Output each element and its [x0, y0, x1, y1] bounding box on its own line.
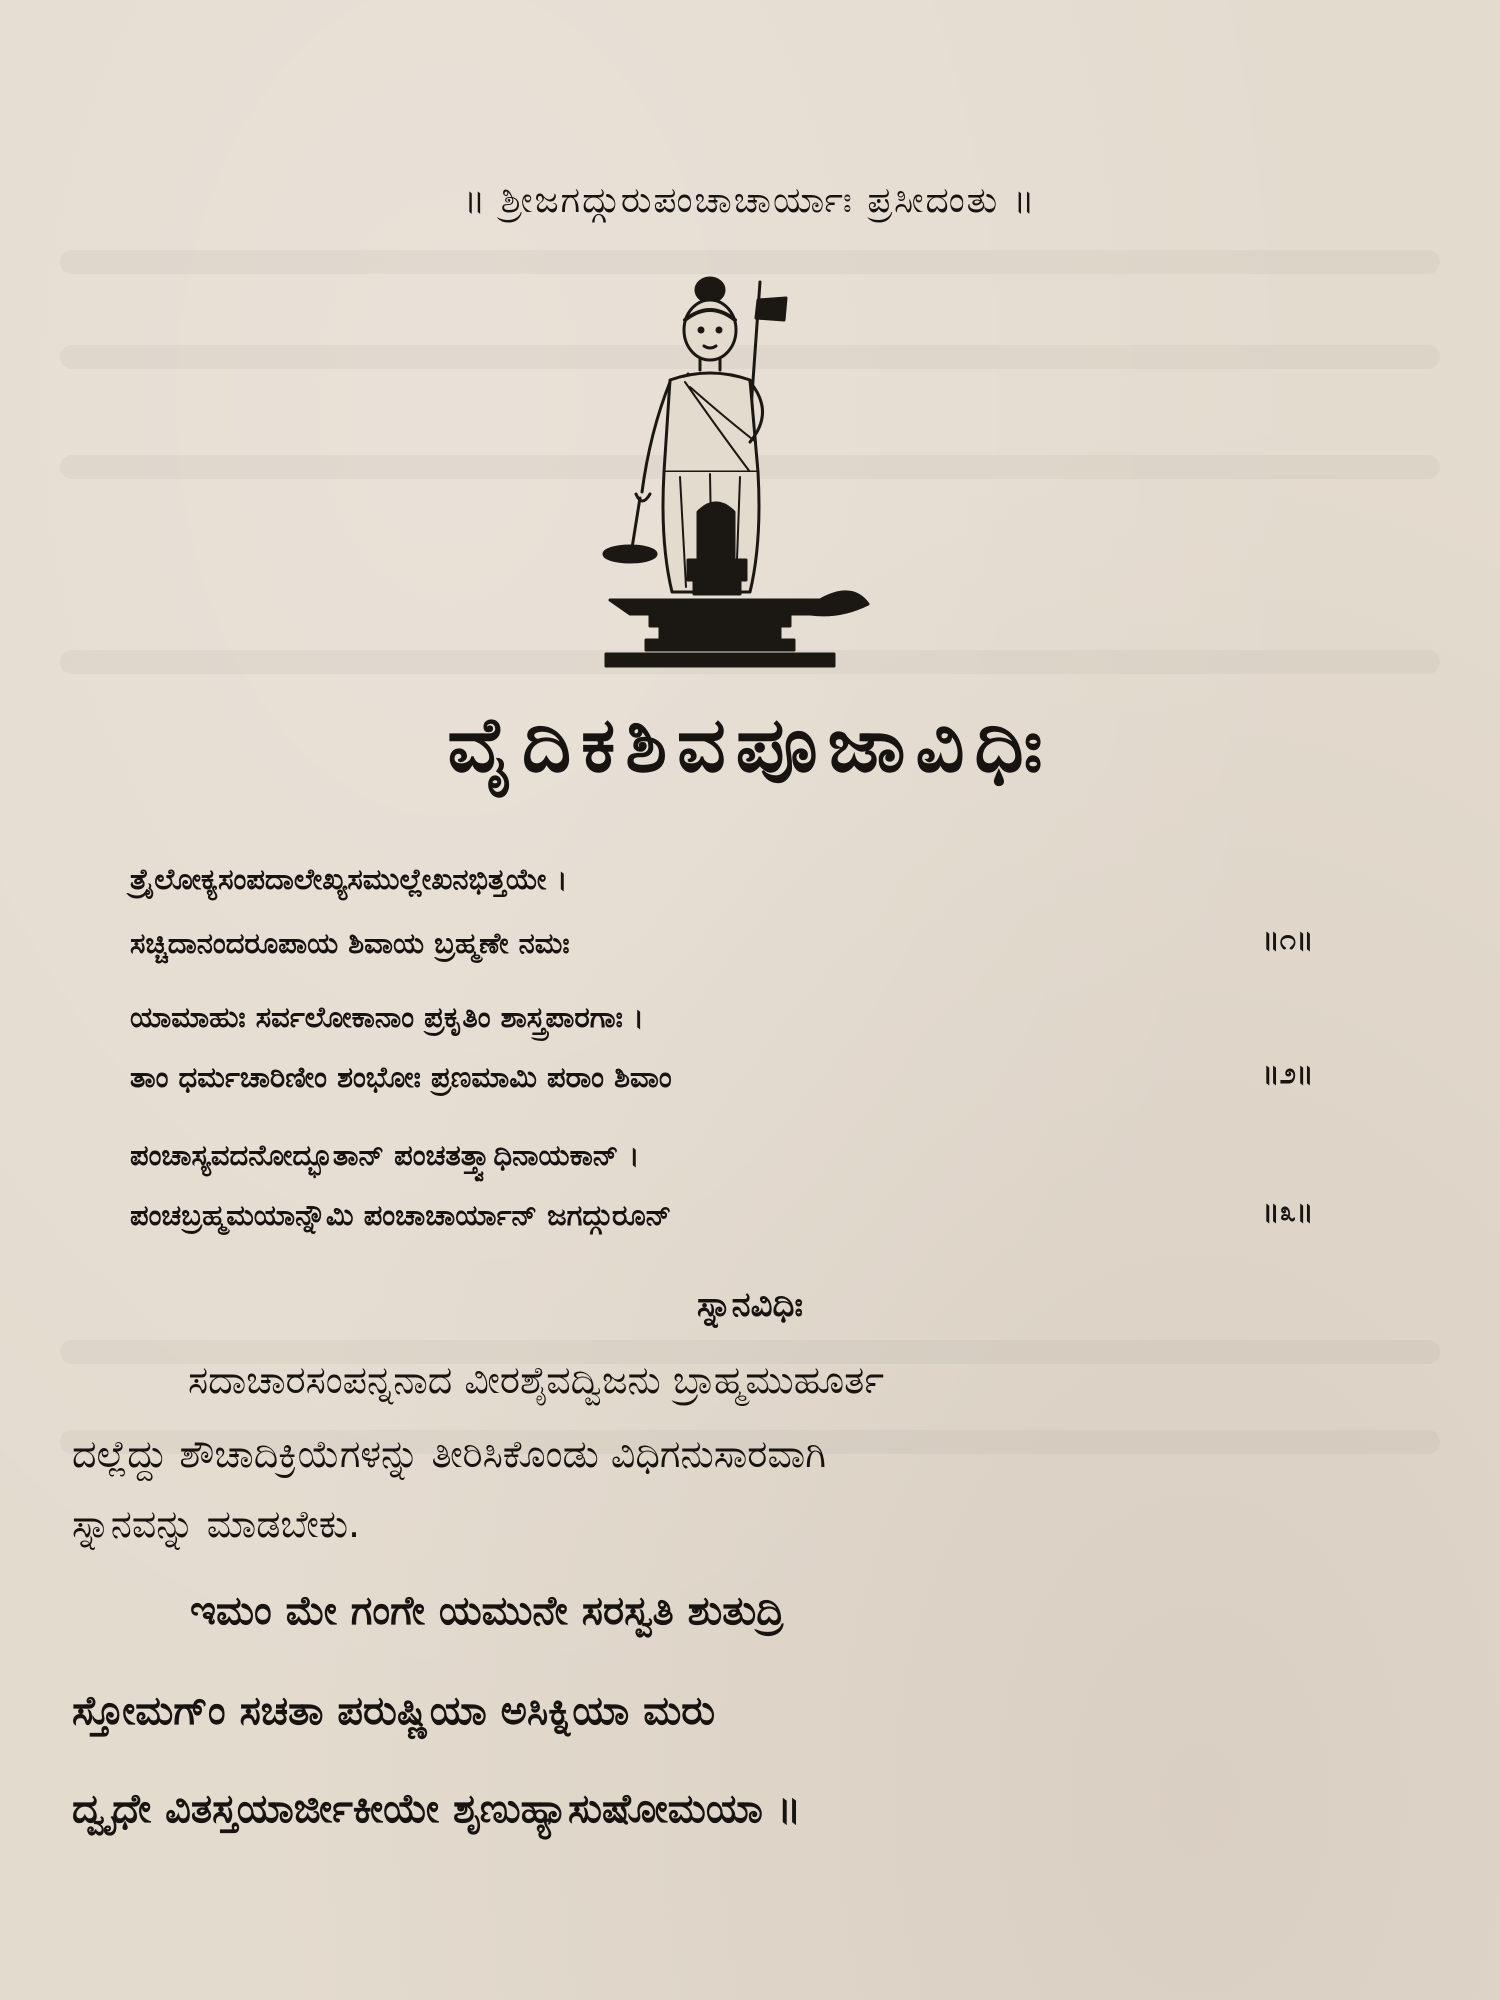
verse-2-number: ॥೨॥	[1262, 1056, 1314, 1090]
mantra-line-1: ಇಮಂ ಮೇ ಗಂಗೇ ಯಮುನೇ ಸರಸ್ವತಿ ಶುತುದ್ರಿ	[190, 1588, 784, 1634]
verse-3-line-2: ಪಂಚಬ್ರಹ್ಮಮಯಾನ್ನೌಮಿ ಪಂಚಾಚಾರ್ಯಾನ್ ಜಗದ್ಗುರೂನ್	[130, 1198, 672, 1232]
benediction-line: ॥ ಶ್ರೀಜಗದ್ಗುರುಪಂಚಾಚಾರ್ಯಾಃ ಪ್ರಸೀದಂತು ॥	[463, 180, 1037, 221]
deity-illustration	[590, 262, 890, 672]
verse-3-line-1: ಪಂಚಾಸ್ಯವದನೋದ್ಭೂತಾನ್ ಪಂಚತತ್ತ್ವಾಧಿನಾಯಕಾನ್ ।	[130, 1138, 640, 1172]
prose-line-1: ಸದಾಚಾರಸಂಪನ್ನನಾದ ವೀರಶೈವದ್ವಿಜನು ಬ್ರಾಹ್ಮಮುಹೂರ್ತ	[188, 1358, 885, 1402]
verse-1-line-2: ಸಚ್ಚಿದಾನಂದರೂಪಾಯ ಶಿವಾಯ ಬ್ರಹ್ಮಣೇ ನಮಃ	[130, 926, 570, 960]
verse-1-number: ॥೧॥	[1262, 922, 1314, 956]
mantra-line-2: ಸ್ತೋಮಗ್ಂ ಸಚತಾ ಪರುಷ್ಣಿಯಾ ಅಸಿಕ್ನಿಯಾ ಮರು	[72, 1688, 716, 1734]
prose-line-3: ಸ್ನಾನವನ್ನು ಮಾಡಬೇಕು.	[72, 1502, 361, 1546]
verse-3-number: ॥೩॥	[1262, 1194, 1314, 1228]
page-title: ವೈದಿಕಶಿವಪೂಜಾವಿಧಿಃ	[447, 700, 1053, 789]
verse-1-line-1: ತ್ರೈಲೋಕ್ಯಸಂಪದಾಲೇಖ್ಯಸಮುಲ್ಲೇಖನಭಿತ್ತಯೇ ।	[130, 862, 568, 896]
verse-2-line-2: ತಾಂ ಧರ್ಮಚಾರಿಣೀಂ ಶಂಭೋಃ ಪ್ರಣಮಾಮಿ ಪರಾಂ ಶಿವಾಂ	[130, 1060, 672, 1094]
mantra-line-3: ದ್ವೃಧೇ ವಿತಸ್ತಯಾರ್ಜೀಕೀಯೇ ಶೃಣುಹ್ಯಾಸುಷೋಮಯಾ ॥	[72, 1786, 802, 1832]
section-heading: ಸ್ನಾನವಿಧಿಃ	[697, 1285, 803, 1325]
verse-2-line-1: ಯಾಮಾಹುಃ ಸರ್ವಲೋಕಾನಾಂ ಪ್ರಕೃತಿಂ ಶಾಸ್ತ್ರಪಾರಗಾಃ ।	[130, 1000, 644, 1034]
prose-line-2: ದಲ್ಲೆದ್ದು ಶೌಚಾದಿಕ್ರಿಯೆಗಳನ್ನು ತೀರಿಸಿಕೊಂಡು ವಿಧಿಗನುಸಾರವಾಗಿ	[72, 1432, 826, 1476]
